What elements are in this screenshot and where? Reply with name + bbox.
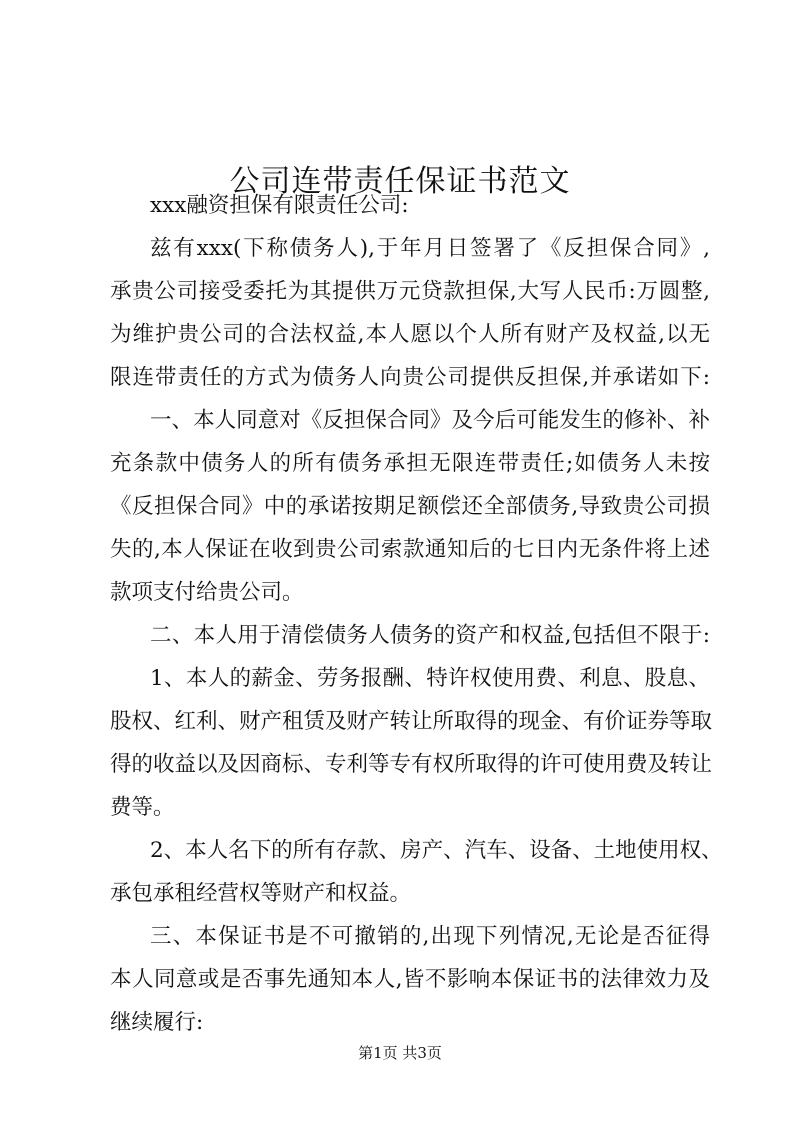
paragraph-line: 股权、红利、财产租赁及财产转让所取得的现金、有价证券等取	[110, 709, 713, 734]
page-number: 第1页 共3页	[358, 1044, 442, 1062]
paragraph-line: 款项支付给贵公司。	[110, 580, 304, 605]
salutation-line: xxx融资担保有限责任公司:	[150, 193, 409, 218]
paragraph-line: 为维护贵公司的合法权益,本人愿以个人所有财产及权益,以无	[110, 322, 710, 347]
paragraph-line: 限连带责任的方式为债务人向贵公司提供反担保,并承诺如下:	[110, 365, 710, 390]
paragraph-line: 失的,本人保证在收到贵公司索款通知后的七日内无条件将上述	[110, 537, 710, 562]
paragraph-line: 本人同意或是否事先通知本人,皆不影响本保证书的法律效力及	[110, 967, 710, 992]
document-title: 公司连带责任保证书范文	[229, 164, 571, 200]
paragraph-line: 充条款中债务人的所有债务承担无限连带责任;如债务人未按	[110, 451, 710, 476]
paragraph-line: 《反担保合同》中的承诺按期足额偿还全部债务,导致贵公司损	[110, 494, 710, 519]
paragraph-line: 承包承租经营权等财产和权益。	[110, 881, 412, 906]
paragraph-line: 继续履行:	[110, 1010, 204, 1035]
paragraph-line: 兹有xxx(下称债务人),于年月日签署了《反担保合同》,	[150, 236, 710, 261]
paragraph-line: 三、本保证书是不可撤销的,出现下列情况,无论是否征得	[150, 924, 710, 949]
paragraph-line: 承贵公司接受委托为其提供万元贷款担保,大写人民币:万圆整,	[110, 279, 710, 304]
paragraph-line: 2、本人名下的所有存款、房产、汽车、设备、土地使用权、	[150, 838, 723, 863]
paragraph-line: 二、本人用于清偿债务人债务的资产和权益,包括但不限于:	[150, 623, 710, 648]
paragraph-line: 费等。	[110, 795, 175, 820]
paragraph-line: 1、本人的薪金、劳务报酬、特许权使用费、利息、股息、	[150, 666, 710, 691]
paragraph-line: 一、本人同意对《反担保合同》及今后可能发生的修补、补	[150, 408, 710, 433]
paragraph-line: 得的收益以及因商标、专利等专有权所取得的许可使用费及转让	[110, 752, 713, 777]
